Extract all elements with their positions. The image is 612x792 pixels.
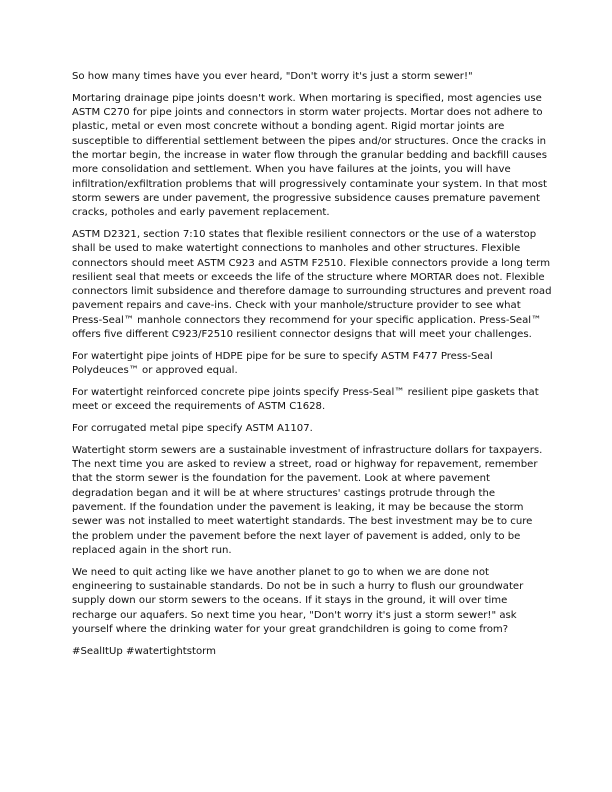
intro-quote-paragraph: So how many times have you ever heard, "Don't worry it's just a storm sewer!" xyxy=(72,71,473,82)
concrete-pipe-paragraph: For watertight reinforced concrete pipe joints specify Press-Seal™ resilient pipe gaskets that meet or exceed the requirements of ASTM C1628. xyxy=(72,386,539,413)
hdpe-pipe-paragraph: For watertight pipe joints of HDPE pipe for be sure to specify ASTM F477 Press-Seal Polydeuces™ or approved equal. xyxy=(72,350,493,377)
corrugated-pipe-paragraph: For corrugated metal pipe specify ASTM A1107. xyxy=(72,423,313,435)
sustainable-investment-paragraph: Watertight storm sewers are a sustainable investment of infrastructure dollars for taxpayers. The next time you are asked to review a street, road or highway for repavement, remember that the storm sewer is the foundation for the pavement. Look at where pavement degradation began and it will be at where structures' castings protrude through the pavement. If the foundation under the pavement is leaking, it may be because the storm sewer was not installed to meet watertight standards. The best investment may be to cure the problem under the pavement before the next layer of pavement is added, only to be replaced again in the short run. xyxy=(72,444,543,556)
astm-d2321-paragraph: ASTM D2321, section 7:10 states that flexible resilient connectors or the use of a waterstop shall be used to make watertight connections to manholes and other structures. Flexible connectors should meet ASTM C923 and ASTM F2510. Flexible connectors provide a long term resilient seal that meets or exceeds the life of the structure where MORTAR does not. Flexible connectors limit subsidence and therefore damage to surrounding structures and prevent road pavement repairs and cave-ins. Check with your manhole/structure provider to see what Press-Seal™ manhole connectors they recommend for your specific application. Press-Seal™ offers five different C923/F2510 resilient connector designs that will meet your challenges. xyxy=(72,228,552,341)
mortaring-paragraph: Mortaring drainage pipe joints doesn't work. When mortaring is specified, most agencies use ASTM C270 for pipe joints and connectors in storm water projects. Mortar does not adhere to plastic, metal or even most concrete without a bonding agent. Rigid mortar joints are susceptible to differential settlement between the pipes and/or structures. Once the cracks in the mortar begin, the increase in water flow through the granular bedding and backfill causes more consolidation and settlement. When you have failures at the joints, you will have infiltration/exfiltration problems that will progressively contaminate your system. In that most storm sewers are under pavement, the progressive subsidence causes premature pavement cracks, potholes and early pavement replacement. xyxy=(72,92,547,219)
document-page xyxy=(72,70,552,666)
hashtags: #SealItUp #watertightstorm xyxy=(72,645,216,657)
groundwater-paragraph: We need to quit acting like we have another planet to go to when we are done not engineering to sustainable standards. Do not be in such a hurry to flush our groundwater supply down our storm sewers to the oceans. If it stays in the ground, it will over time recharge our aquafers. So next time you hear, "Don't worry it's just a storm sewer!" ask yourself where the drinking water for your great grandchildren is going to come from? xyxy=(72,566,524,635)
